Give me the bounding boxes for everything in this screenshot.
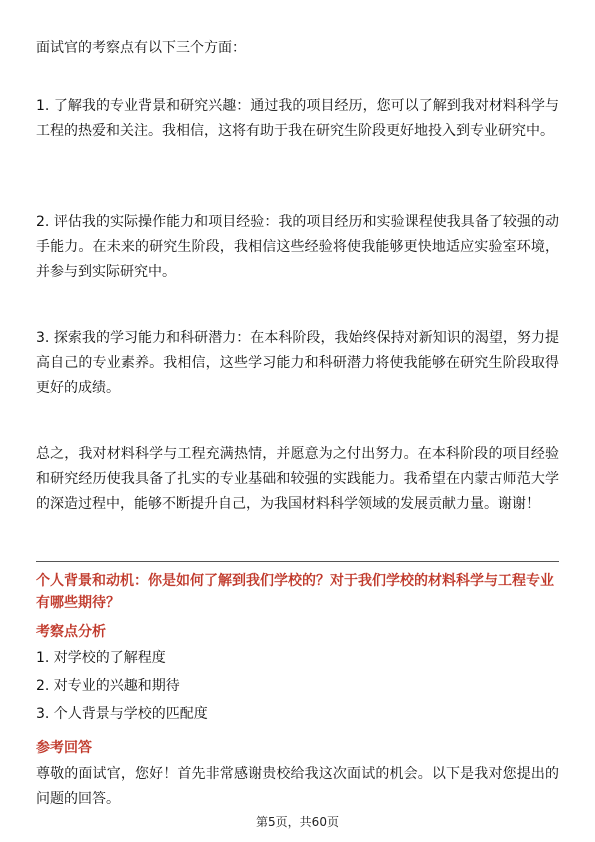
- section-divider: [36, 561, 559, 562]
- analysis-item-3: 3. 个人背景与学校的匹配度: [36, 706, 208, 722]
- point-1-paragraph: 1. 了解我的专业背景和研究兴趣：通过我的项目经历，您可以了解到我对材料科学与工程的热爱和关注。我相信，这将有助于我在研究生阶段更好地投入到专业研究中。: [36, 98, 559, 139]
- summary-paragraph: 总之，我对材料科学与工程充满热情，并愿意为之付出努力。在本科阶段的项目经验和研究经历使我具备了扎实的专业基础和较强的实践能力。我希望在内蒙古师范大学的深造过程中，能够不断提升自己，为我国材料科学领域的发展贡献力量。谢谢！: [36, 446, 559, 512]
- intro-paragraph: 面试官的考察点有以下三个方面：: [36, 40, 246, 56]
- point-3-paragraph: 3. 探索我的学习能力和科研潜力：在本科阶段，我始终保持对新知识的渴望，努力提高自己的专业素养。我相信，这些学习能力和科研潜力将使我能够在研究生阶段取得更好的成绩。: [36, 330, 559, 396]
- analysis-item-2: 2. 对专业的兴趣和期待: [36, 678, 180, 694]
- page-number: 第5页，共60页: [256, 815, 339, 829]
- answer-heading: 参考回答: [36, 740, 92, 756]
- answer-paragraph: 尊敬的面试官，您好！首先非常感谢贵校给我这次面试的机会。以下是我对您提出的问题的回答。: [36, 766, 559, 807]
- point-2-paragraph: 2. 评估我的实际操作能力和项目经验：我的项目经历和实验课程使我具备了较强的动手能力。在未来的研究生阶段，我相信这些经验将使我能够更快地适应实验室环境，并参与到实际研究中。: [36, 214, 559, 280]
- analysis-item-1: 1. 对学校的了解程度: [36, 650, 166, 666]
- question-heading: 个人背景和动机：你是如何了解到我们学校的？对于我们学校的材料科学与工程专业有哪些期待？: [36, 573, 554, 611]
- analysis-heading: 考察点分析: [36, 624, 106, 640]
